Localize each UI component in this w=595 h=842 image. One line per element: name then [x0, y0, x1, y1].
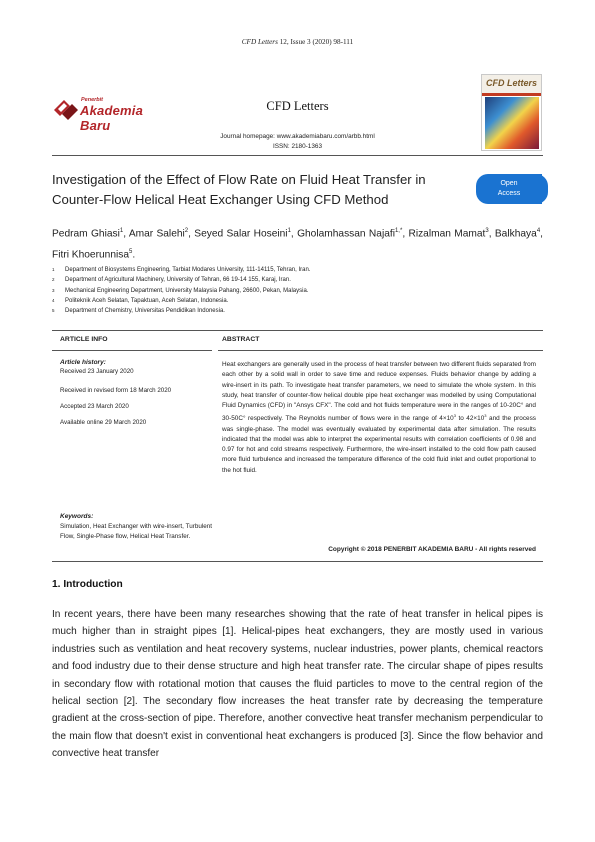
author: Amar Salehi	[128, 228, 185, 240]
cover-strip	[482, 93, 542, 96]
article-info-divider	[52, 350, 212, 351]
abstract-sup: 3	[484, 413, 487, 419]
paper-title: Investigation of the Effect of Flow Rate on Fluid Heat Transfer in Counter-Flow Helical Heat Exchanger Using CFD Method	[52, 172, 426, 207]
keywords-title: Keywords:	[60, 513, 94, 520]
abstract-part: to 42×10	[455, 415, 485, 423]
author: Pedram Ghiasi	[52, 228, 120, 240]
history-online: Available online 29 March 2020	[60, 419, 147, 426]
affiliation-text: Department of Agricultural Machinery, University of Tehran, 66 19-14 155, Karaj, Iran.	[65, 277, 291, 284]
affiliation-item	[52, 298, 543, 308]
running-head-journal: CFD Letters	[241, 38, 278, 46]
running-head	[0, 38, 595, 46]
article-history-title: Article history:	[60, 359, 106, 366]
author-sup: 5	[129, 249, 133, 256]
author-list: Pedram Ghiasi$^1$, Amar Salehi$^2$, Seyed Salar Hoseini$^1$, Gholamhassan Najafi$^{1,*}$, Rizalman Mamat$^3$, Balkhaya$^4$, Fitri Khoerunnisa$^5$.	[52, 228, 543, 261]
history-received: Received 23 January 2020	[60, 368, 134, 375]
running-head-details: 12, Issue 3 (2020) 98-111	[279, 38, 354, 46]
abstract-heading: ABSTRACT	[222, 336, 260, 343]
journal-title: CFD Letters	[266, 99, 329, 113]
section-heading-introduction: 1. Introduction	[52, 579, 123, 590]
history-accepted: Accepted 23 March 2020	[60, 403, 129, 410]
author: Seyed Salar Hoseini	[194, 228, 288, 240]
journal-cover-thumbnail[interactable]	[481, 74, 542, 151]
author: Balkhaya	[494, 228, 537, 240]
introduction-paragraph: In recent years, there have been many researches showing that the rate of heat transfer in helical pipes is much higher than in straight pipes [1]. Helical-pipes heat exchangers, they are mostly used in various industries such as ventilation and heat recovery systems, nuclear industries, power plants, chemical reactors and food industry due to their dense structure and high heat transfer rate. The circular shape of pipes results in secondary flow with rotational motion that causes the fluid particles to move to the central region of the helical section [2]. The secondary flow increases the heat transfer rate by decreasing the temperature gradient at the cross-section of pipe. Therefore, another convective heat transfer mechanism perpendicular to the main flow that doesn't exist in conventional heat exchangers is produced [3]. Since the flow behavior and convective heat transfer	[52, 609, 543, 760]
author: Fitri Khoerunnisa	[52, 249, 130, 261]
author: Rizalman Mamat	[408, 228, 486, 240]
cover-image	[485, 97, 539, 149]
affiliation-list	[52, 267, 543, 318]
affiliation-item	[52, 277, 543, 287]
author-sup: 2	[184, 228, 189, 234]
affiliation-number: 4	[52, 297, 55, 303]
abstract-sup: 3	[453, 413, 456, 419]
affiliation-text: Department of Biosystems Engineering, Tarbiat Modares University, 111-14115, Tehran, Iran.	[65, 267, 311, 273]
keywords-text: Simulation, Heat Exchanger with wire-insert, Turbulent Flow, Single-Phase flow, Helical Heat Transfer.	[60, 523, 212, 541]
abstract-divider	[218, 350, 543, 351]
affiliation-text: Politeknik Aceh Selatan, Tapaktuan, Aceh Selatan, Indonesia.	[65, 297, 229, 304]
affiliation-text: Department of Chemistry, Universitas Pendidikan Indonesia.	[65, 308, 225, 315]
open-access-badge[interactable]	[476, 174, 542, 204]
open-access-line2: Access	[497, 190, 521, 197]
affiliation-number: 3	[52, 287, 55, 293]
author-sup: 1	[119, 228, 124, 234]
author: Gholamhassan Najafi	[297, 228, 395, 240]
info-bottom-divider	[52, 561, 543, 562]
author-sup: 4	[536, 228, 541, 234]
abstract-part: Heat exchangers are generally used in the process of heat transfer between two different fluids separated from each other by a solid wall in order to save time and reduce expenses. Fluids behavior change by adding a wire-insert in its path. To investigate heat transfer parameters, we need to simulate the whole system. In this study, heat transfer of counter-flow helical double pipe heat exchanger was modelled by using Computational Fluid Dynamics (CFD) in "Ansys CFX". The cold and hot fluids temperature were in the ranges of 10-20C° and 30-50C° respectively. The Reynolds number of flows were in the range of 4×10	[222, 361, 536, 423]
affiliation-item	[52, 267, 543, 277]
author-sup: 1	[287, 228, 291, 234]
article-info-heading: ARTICLE INFO	[60, 336, 108, 343]
open-access-label	[476, 179, 542, 199]
cover-header	[482, 75, 542, 93]
affiliation-number: 2	[52, 277, 55, 283]
author-sup: 1,*	[394, 228, 403, 234]
author-sup: 3	[485, 228, 489, 234]
affiliation-number: 1	[52, 267, 55, 272]
abstract-text	[222, 360, 536, 476]
affiliation-item	[52, 288, 543, 298]
affiliation-text: Mechanical Engineering Department, University Malaysia Pahang, 26600, Pekan, Malaysia.	[65, 287, 309, 294]
header-divider	[52, 155, 543, 156]
open-access-line1: Open	[500, 180, 518, 187]
copyright-notice: Copyright © 2018 PENERBIT AKADEMIA BARU - All rights reserved	[328, 546, 536, 553]
affiliation-item	[52, 308, 543, 318]
journal-issn: ISSN: 2180-1363	[272, 143, 323, 150]
abstract-part: and the process was single-phase. The model was eventually evaluated by experimental data after simulation. The results indicated that the model was able to interpret the experimental results with correlation coefficients of 0.98 and 0.97 for hot and cold streams respectively. Furthermore, the wire-insert installed to the cold flow path caused more fluid turbulence and increased the temperature difference of the cold fluid inlet and outlet proportional to the hot fluid.	[222, 415, 536, 474]
journal-homepage-link[interactable]: Journal homepage: www.akademiabaru.com/arbb.html	[220, 133, 375, 140]
cover-title: CFD Letters	[486, 78, 538, 88]
affiliation-number: 5	[52, 308, 55, 314]
publisher-logo-name: Akademia Baru	[80, 103, 144, 133]
history-revised: Received in revised form 18 March 2020	[60, 387, 172, 394]
info-top-divider	[52, 330, 543, 331]
publisher-logo-sub: Penerbit	[81, 97, 104, 103]
